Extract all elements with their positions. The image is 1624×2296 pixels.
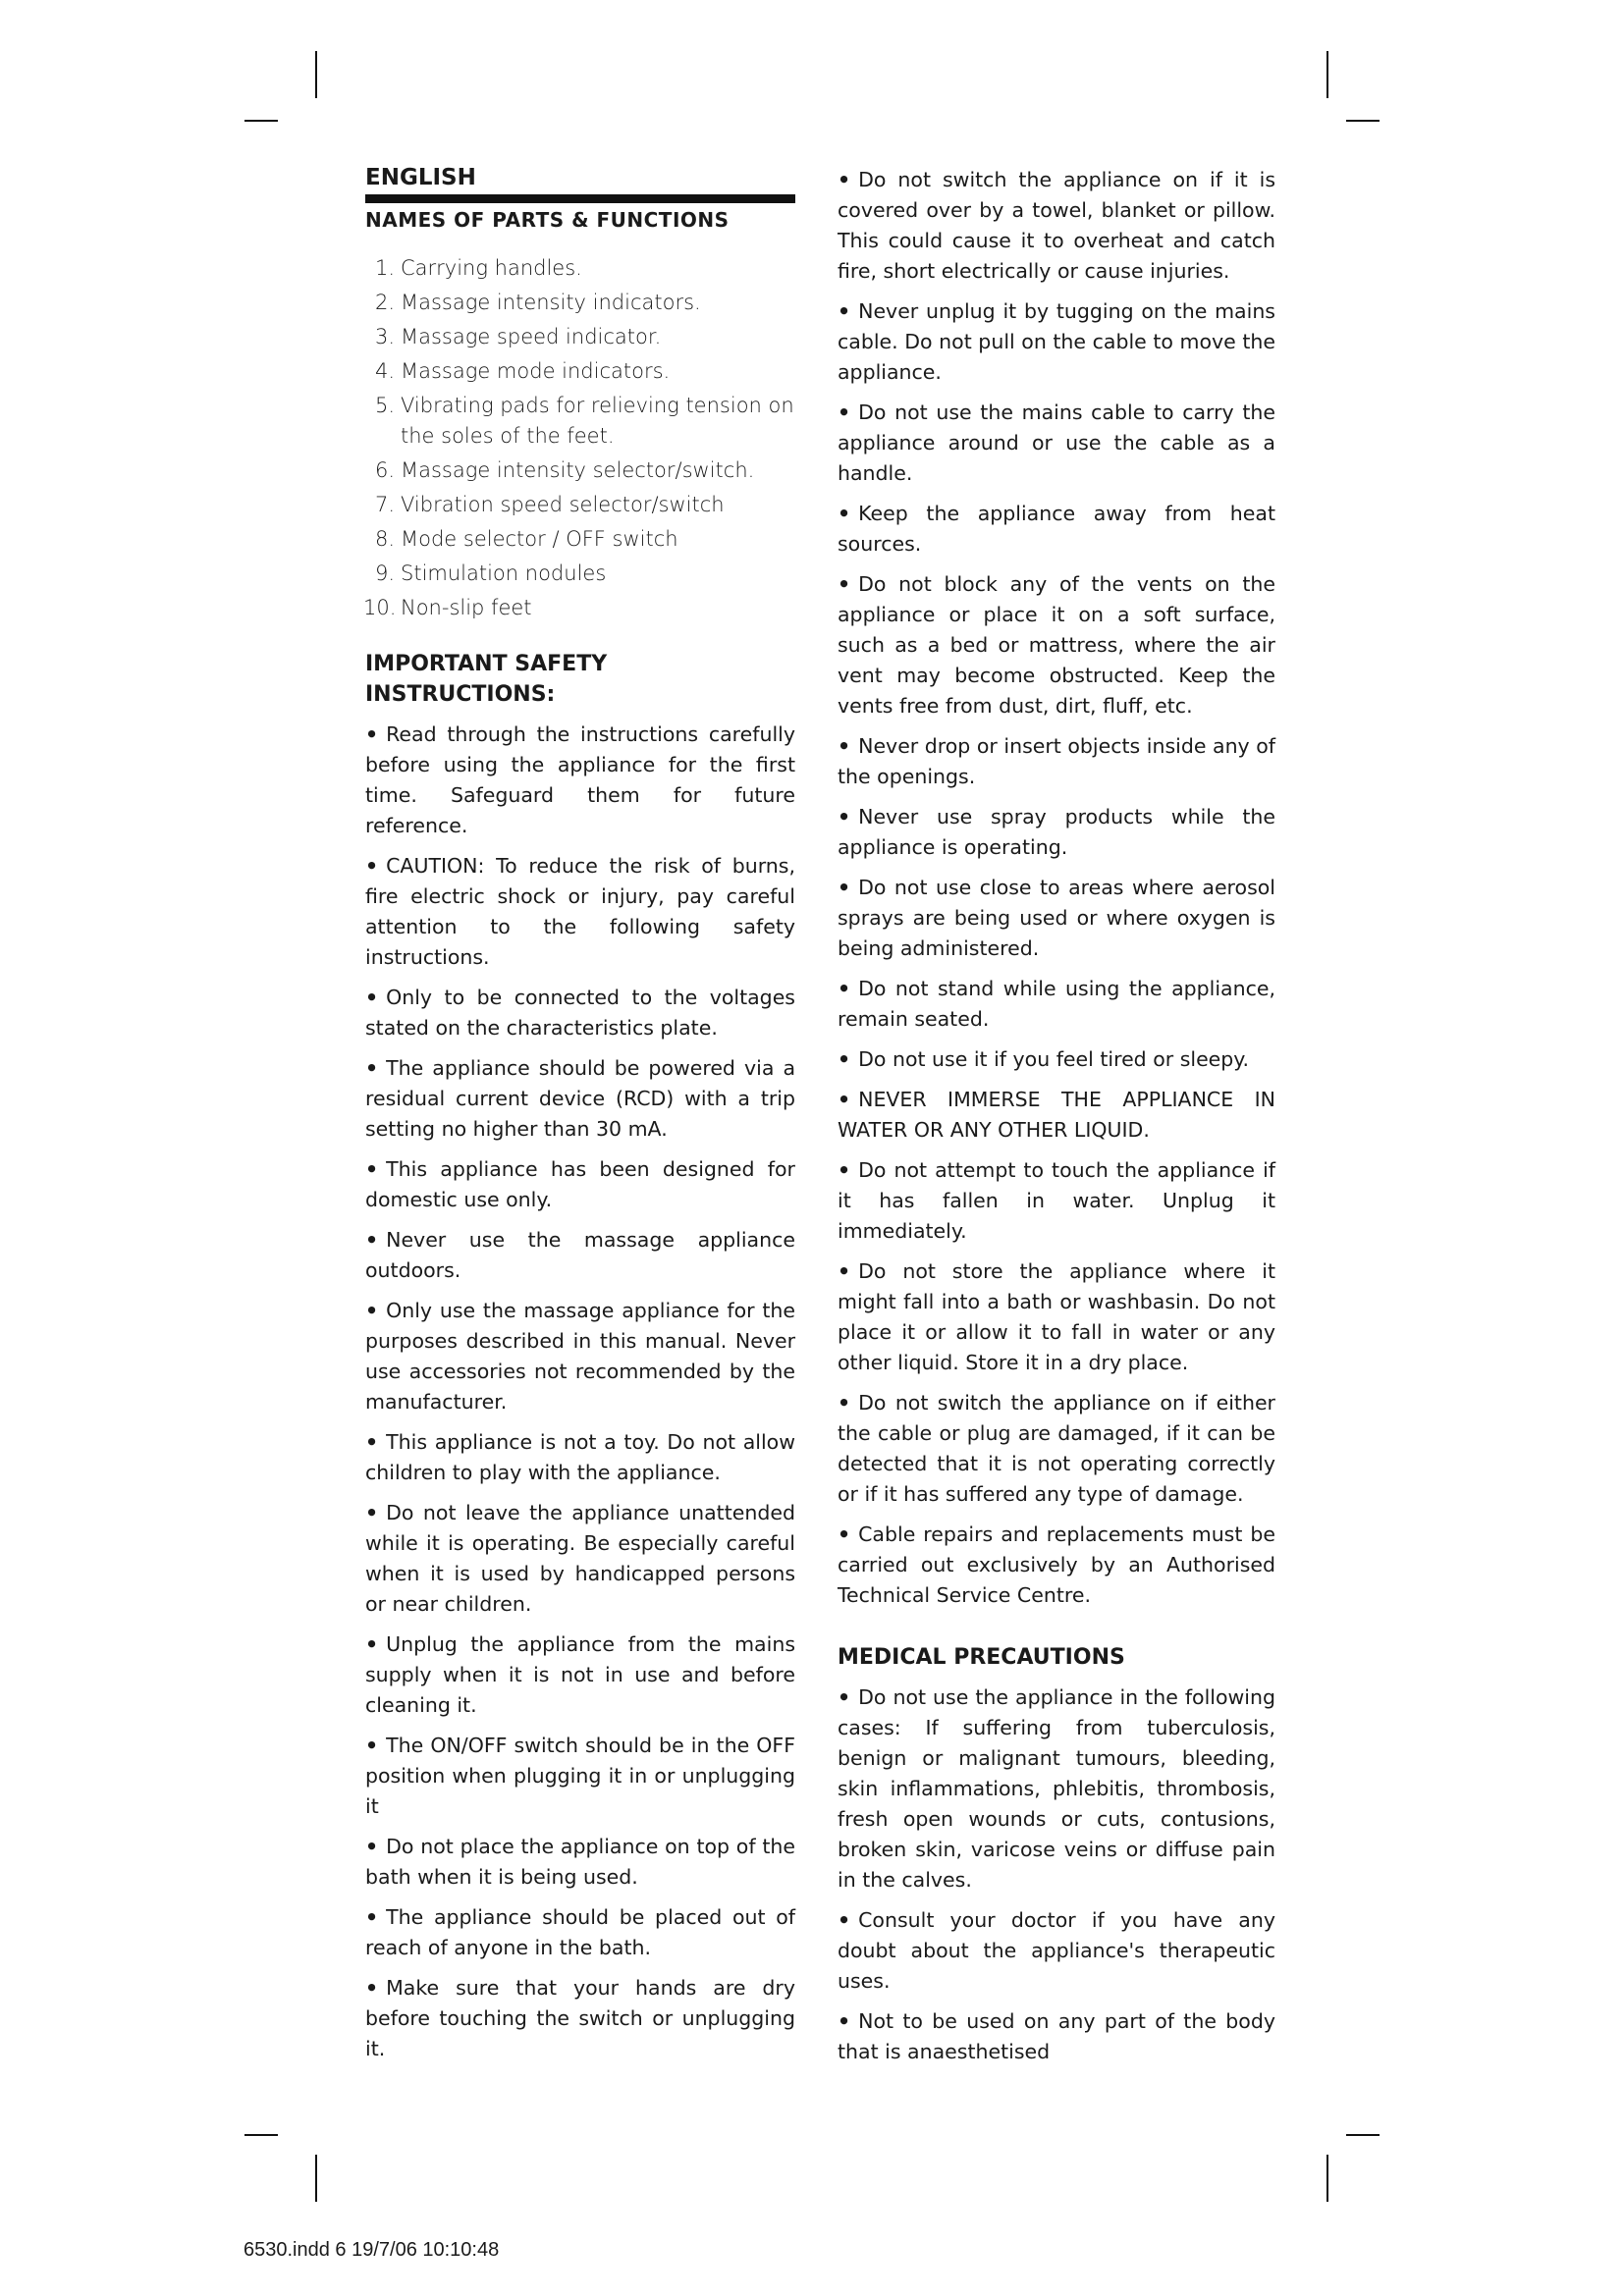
instruction-text: Never use spray products while the appliance is operating.	[838, 805, 1275, 859]
bullet-icon: •	[365, 1056, 379, 1080]
bullet-icon: •	[838, 1391, 851, 1415]
bullet-icon: •	[838, 1047, 851, 1071]
instruction-item	[365, 1154, 795, 1215]
parts-item-number: 8.	[374, 527, 395, 551]
instruction-item	[365, 1427, 795, 1488]
file-info-footer: 6530.indd 6 19/7/06 10:10:48	[244, 2239, 500, 2261]
bullet-icon: •	[365, 722, 379, 746]
parts-item	[365, 559, 795, 589]
instruction-item	[838, 873, 1275, 964]
parts-item-text: Non-slip feet	[401, 596, 532, 619]
bullet-icon: •	[838, 502, 851, 525]
medical-list	[838, 1682, 1275, 2067]
instruction-text: Only use the massage appliance for the purposes described in this manual. Never use accessories not recommended by the manufacturer.	[365, 1299, 795, 1414]
parts-item-number: 2.	[374, 291, 395, 314]
instruction-item	[365, 983, 795, 1043]
instruction-text: Make sure that your hands are dry before touching the switch or unplugging it.	[365, 1976, 795, 2060]
instruction-item	[365, 720, 795, 841]
instruction-text: Never use the massage appliance outdoors.	[365, 1228, 795, 1282]
parts-heading: NAMES OF PARTS & FUNCTIONS	[365, 208, 730, 232]
parts-item	[365, 322, 795, 352]
bullet-icon: •	[838, 1522, 851, 1546]
parts-item-number: 3.	[374, 325, 395, 348]
bullet-icon: •	[838, 1259, 851, 1283]
safety-list-left	[365, 720, 795, 2064]
bullet-icon: •	[365, 1501, 379, 1524]
right-column	[838, 165, 1275, 2077]
crop-mark	[315, 2155, 317, 2202]
instruction-item	[365, 1498, 795, 1620]
instruction-item	[838, 1388, 1275, 1510]
instruction-item	[838, 1256, 1275, 1378]
instruction-item	[365, 1225, 795, 1286]
instruction-text: Consult your doctor if you have any doubt about the appliance's therapeutic uses.	[838, 1908, 1275, 1993]
instruction-text: NEVER IMMERSE THE APPLIANCE IN WATER OR ANY OTHER LIQUID.	[838, 1088, 1275, 1142]
instruction-text: Keep the appliance away from heat sources.	[838, 502, 1275, 556]
instruction-text: Do not use it if you feel tired or sleepy.	[858, 1047, 1250, 1071]
parts-item-text: Stimulation nodules	[401, 561, 607, 585]
crop-mark	[1346, 120, 1380, 122]
parts-item	[365, 490, 795, 520]
instruction-text: Do not place the appliance on top of the bath when it is being used.	[365, 1835, 795, 1889]
bullet-icon: •	[365, 1976, 379, 2000]
parts-item-text: Carrying handles.	[401, 256, 582, 280]
bullet-icon: •	[838, 805, 851, 828]
instruction-text: The appliance should be placed out of reach of anyone in the bath.	[365, 1905, 795, 1959]
language-heading: ENGLISH	[365, 165, 795, 203]
instruction-item	[838, 1044, 1275, 1075]
bullet-icon: •	[838, 2009, 851, 2033]
instruction-text: Never drop or insert objects inside any of the openings.	[838, 734, 1275, 788]
bullet-icon: •	[838, 734, 851, 758]
parts-item-text: Massage intensity indicators.	[401, 291, 701, 314]
instruction-text: CAUTION: To reduce the risk of burns, fire electric shock or injury, pay careful attention to the following safety instructions.	[365, 854, 795, 969]
parts-item-number: 5.	[374, 394, 395, 417]
bullet-icon: •	[838, 876, 851, 899]
instruction-item	[365, 1832, 795, 1893]
bullet-icon: •	[365, 1430, 379, 1454]
instruction-item	[838, 165, 1275, 287]
bullet-icon: •	[838, 977, 851, 1000]
instruction-item	[838, 1155, 1275, 1247]
bullet-icon: •	[838, 168, 851, 191]
crop-mark	[244, 120, 278, 122]
parts-item-text: Massage intensity selector/switch.	[401, 458, 755, 482]
crop-mark	[315, 51, 317, 98]
bullet-icon: •	[365, 854, 379, 878]
left-column	[365, 165, 795, 2074]
instruction-item	[838, 398, 1275, 489]
bullet-icon: •	[365, 1835, 379, 1858]
bullet-icon: •	[838, 1685, 851, 1709]
parts-item-text: Vibrating pads for relieving tension on the soles of the feet.	[401, 394, 794, 448]
instruction-item	[365, 1053, 795, 1145]
bullet-icon: •	[365, 1632, 379, 1656]
instruction-text: Not to be used on any part of the body that is anaesthetised	[838, 2009, 1275, 2063]
parts-item-number: 10.	[363, 596, 397, 619]
instruction-text: Do not stand while using the appliance, remain seated.	[838, 977, 1275, 1031]
parts-item-number: 6.	[374, 458, 395, 482]
parts-item-number: 7.	[374, 493, 395, 516]
instruction-text: Do not leave the appliance unattended while it is operating. Be especially careful when it is used by handicapped persons or near children.	[365, 1501, 795, 1616]
bullet-icon: •	[838, 1908, 851, 1932]
crop-mark	[1346, 2134, 1380, 2136]
bullet-icon: •	[365, 1157, 379, 1181]
bullet-icon: •	[838, 1088, 851, 1111]
instruction-item	[838, 296, 1275, 388]
instruction-item	[838, 2006, 1275, 2067]
instruction-text: Never unplug it by tugging on the mains cable. Do not pull on the cable to move the appliance.	[838, 299, 1275, 384]
safety-heading: IMPORTANT SAFETY INSTRUCTIONS:	[365, 652, 608, 707]
parts-item-text: Massage mode indicators.	[401, 359, 671, 383]
medical-heading: MEDICAL PRECAUTIONS	[838, 1645, 1125, 1670]
instruction-item	[365, 1973, 795, 2064]
parts-item	[365, 356, 795, 387]
instruction-text: Do not use the appliance in the following cases: If suffering from tuberculosis, benign or malignant tumours, bleeding, skin inflammations, phlebitis, thrombosis, fresh open wounds or cuts, contusions, broken skin, varicose veins or diffuse pain in the calves.	[838, 1685, 1275, 1892]
parts-item-number: 1.	[374, 256, 395, 280]
bullet-icon: •	[365, 1734, 379, 1757]
instruction-item	[838, 974, 1275, 1035]
instruction-item	[838, 802, 1275, 863]
instruction-item	[838, 731, 1275, 792]
instruction-item	[838, 1905, 1275, 1997]
bullet-icon: •	[838, 400, 851, 424]
instruction-text: Do not block any of the vents on the appliance or place it on a soft surface, such as a bed or mattress, where the air vent may become obstructed. Keep the vents free from dust, dirt, fluff, etc.	[838, 572, 1275, 718]
instruction-item	[838, 569, 1275, 721]
crop-mark	[1326, 51, 1328, 98]
instruction-text: Do not use the mains cable to carry the appliance around or use the cable as a handle.	[838, 400, 1275, 485]
instruction-text: The appliance should be powered via a residual current device (RCD) with a trip setting no higher than 30 mA.	[365, 1056, 795, 1141]
parts-item	[365, 455, 795, 486]
crop-mark	[244, 2134, 278, 2136]
instruction-text: Do not switch the appliance on if either the cable or plug are damaged, if it can be detected that it is not operating correctly or if it has suffered any type of damage.	[838, 1391, 1275, 1506]
bullet-icon: •	[365, 986, 379, 1009]
instruction-item	[838, 499, 1275, 560]
parts-item	[365, 524, 795, 555]
instruction-item	[365, 1629, 795, 1721]
parts-item	[365, 593, 795, 623]
bullet-icon: •	[365, 1228, 379, 1252]
bullet-icon: •	[838, 1158, 851, 1182]
instruction-text: Read through the instructions carefully before using the appliance for the first time. Safeguard them for future reference.	[365, 722, 795, 837]
instruction-text: Cable repairs and replacements must be carried out exclusively by an Authorised Technical Service Centre.	[838, 1522, 1275, 1607]
bullet-icon: •	[365, 1905, 379, 1929]
instruction-text: This appliance has been designed for domestic use only.	[365, 1157, 795, 1211]
parts-item-number: 9.	[374, 561, 395, 585]
instruction-item	[365, 1731, 795, 1822]
instruction-text: Do not use close to areas where aerosol sprays are being used or where oxygen is being administered.	[838, 876, 1275, 960]
instruction-text: Do not switch the appliance on if it is covered over by a towel, blanket or pillow. This could cause it to overheat and catch fire, short electrically or cause injuries.	[838, 168, 1275, 283]
parts-item	[365, 391, 795, 452]
parts-item	[365, 288, 795, 318]
instruction-text: Only to be connected to the voltages stated on the characteristics plate.	[365, 986, 795, 1040]
instruction-text: Do not attempt to touch the appliance if it has fallen in water. Unplug it immediately.	[838, 1158, 1275, 1243]
instruction-item	[365, 851, 795, 973]
bullet-icon: •	[838, 572, 851, 596]
safety-list-right	[838, 165, 1275, 1611]
instruction-item	[838, 1682, 1275, 1896]
parts-item-text: Vibration speed selector/switch	[401, 493, 725, 516]
instruction-item	[838, 1085, 1275, 1146]
parts-item-number: 4.	[374, 359, 395, 383]
parts-item-text: Massage speed indicator.	[401, 325, 662, 348]
crop-mark	[1326, 2155, 1328, 2202]
instruction-text: Do not store the appliance where it might fall into a bath or washbasin. Do not place it or allow it to fall in water or any other liquid. Store it in a dry place.	[838, 1259, 1275, 1374]
bullet-icon: •	[365, 1299, 379, 1322]
instruction-item	[365, 1902, 795, 1963]
parts-item	[365, 253, 795, 284]
instruction-text: Unplug the appliance from the mains supply when it is not in use and before cleaning it.	[365, 1632, 795, 1717]
parts-list	[365, 253, 795, 623]
bullet-icon: •	[838, 299, 851, 323]
instruction-item	[838, 1520, 1275, 1611]
instruction-text: The ON/OFF switch should be in the OFF position when plugging it in or unplugging it	[365, 1734, 795, 1818]
parts-item-text: Mode selector / OFF switch	[401, 527, 678, 551]
instruction-text: This appliance is not a toy. Do not allow children to play with the appliance.	[365, 1430, 795, 1484]
instruction-item	[365, 1296, 795, 1417]
